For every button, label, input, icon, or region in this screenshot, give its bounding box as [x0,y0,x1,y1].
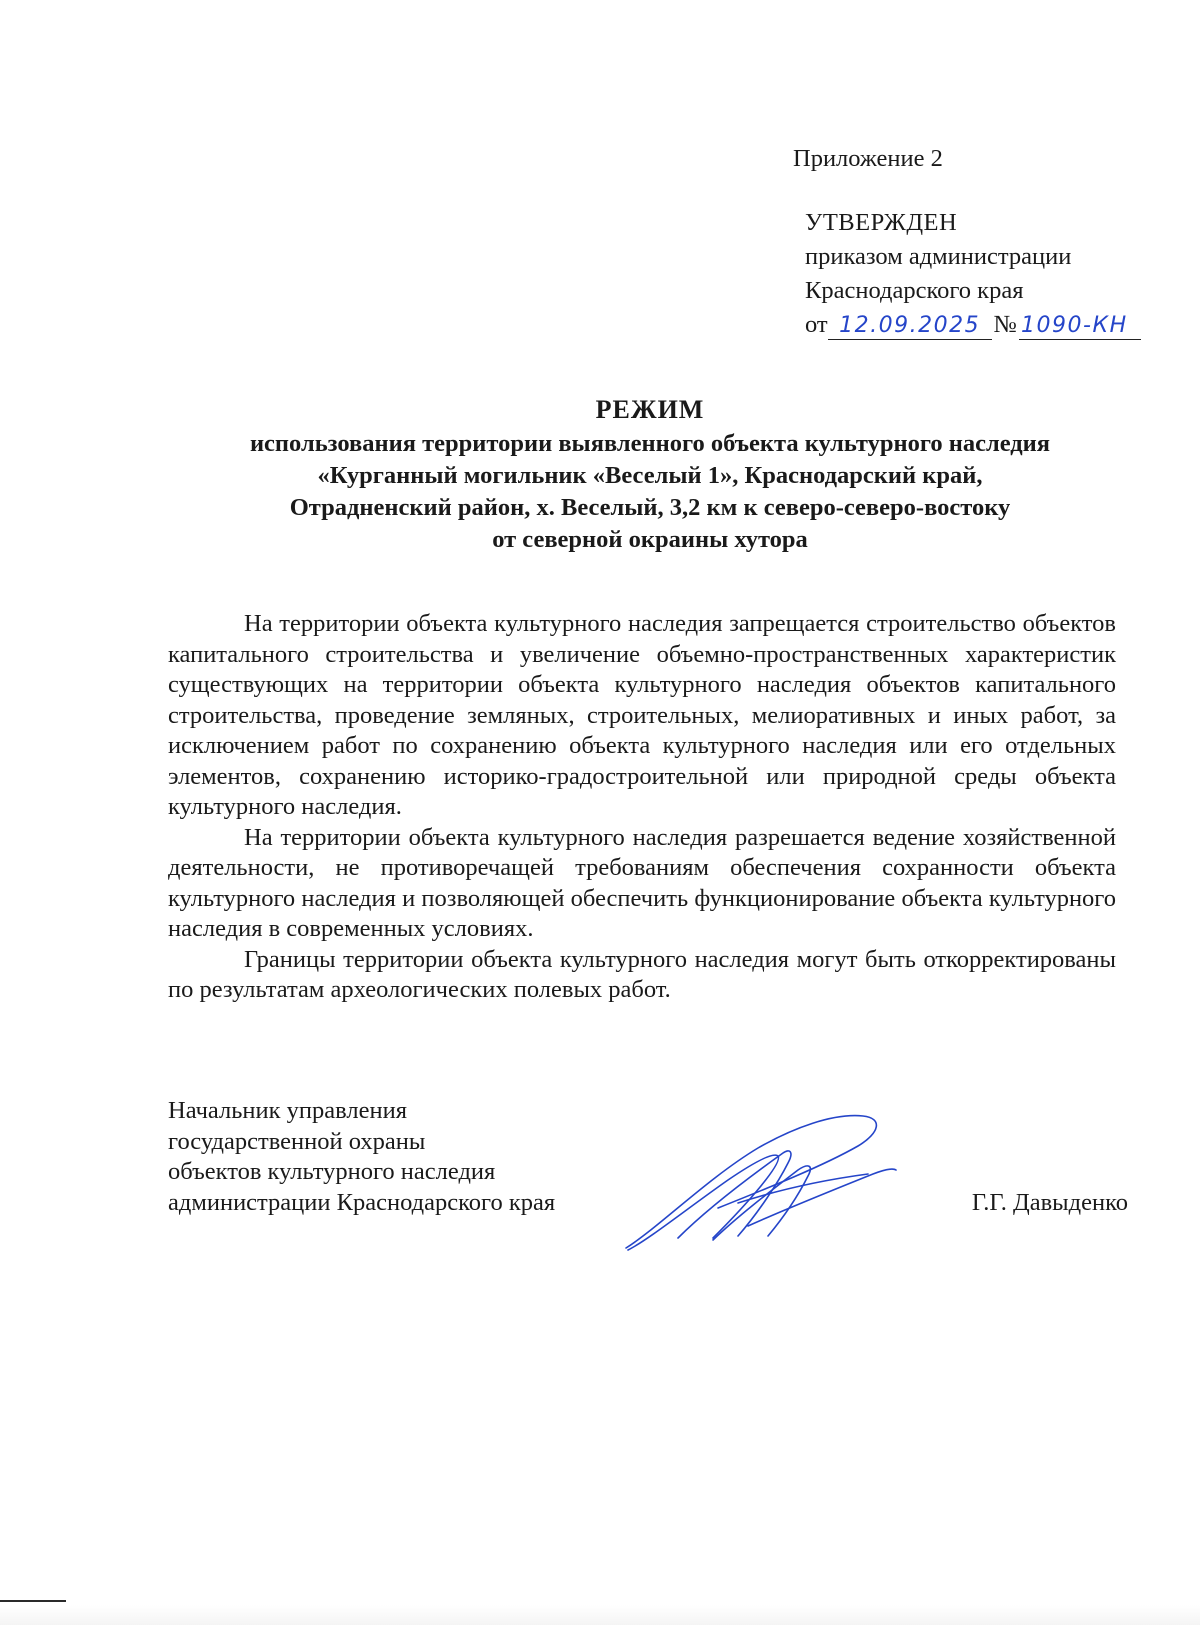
handwritten-date: 12.09.2025 [828,313,992,340]
number-sign: № [993,311,1018,338]
signature-strokes [626,1116,896,1250]
document-title [150,394,1150,556]
approval-stamp [793,142,1141,342]
approval-region-line: Краснодарского края [805,277,1024,304]
approval-order-line: приказом администрации [805,243,1072,270]
title-line: «Курганный могильник «Веселый 1», Краснодарский край, [317,462,983,489]
approved-label: УТВЕРЖДЕН [805,209,958,236]
position-line: Начальник управления [168,1097,407,1124]
handwritten-order-number: 1090-КН [1019,313,1141,340]
signatory-name: Г.Г. Давыденко [971,1189,1128,1216]
position-line: администрации Краснодарского края [168,1188,556,1216]
scan-edge-mark [0,1600,66,1602]
position-line: объектов культурного наследия [168,1158,496,1185]
appendix-label: Приложение 2 [793,145,943,172]
paragraph-boundaries: Границы территории объекта культурного наследия могут быть откорректированы по результатам археологических полевых работ. [168,945,1116,1003]
title-main: РЕЖИМ [595,395,705,424]
approval-date-line [805,308,1141,342]
title-line: использования территории выявленного объекта культурного наследия [249,430,1051,457]
title-line: от северной окраины хутора [492,526,808,553]
scan-bottom-shade [0,1605,1200,1625]
paragraph-prohibitions: На территории объекта культурного наследия запрещается строительство объектов капитального строительства и увеличение объемно-пространственных характеристик существующих на территории объекта культурного наследия объектов капитального строительства, проведение земляных, строительных, мелиоративных и иных работ, за исключением работ по сохранению объекта культурного наследия или его отдельных элементов, сохранению историко-градостроительной или природной среды объекта культурного наследия. [168,610,1116,820]
signatory-position [168,1096,555,1218]
date-prefix: от [805,311,828,338]
document-body [168,609,1116,1006]
title-line: Отрадненский район, х. Веселый, 3,2 км к северо-северо-востоку [289,494,1011,521]
position-line: государственной охраны [168,1127,426,1155]
paragraph-permissions: На территории объекта культурного наследия разрешается ведение хозяйственной деятельности, не противоречащей требованиям обеспечения сохранности объекта культурного наследия и позволяющей обеспечить функционирование объекта культурного наследия в современных условиях. [168,823,1116,942]
handwritten-signature [618,1108,898,1258]
